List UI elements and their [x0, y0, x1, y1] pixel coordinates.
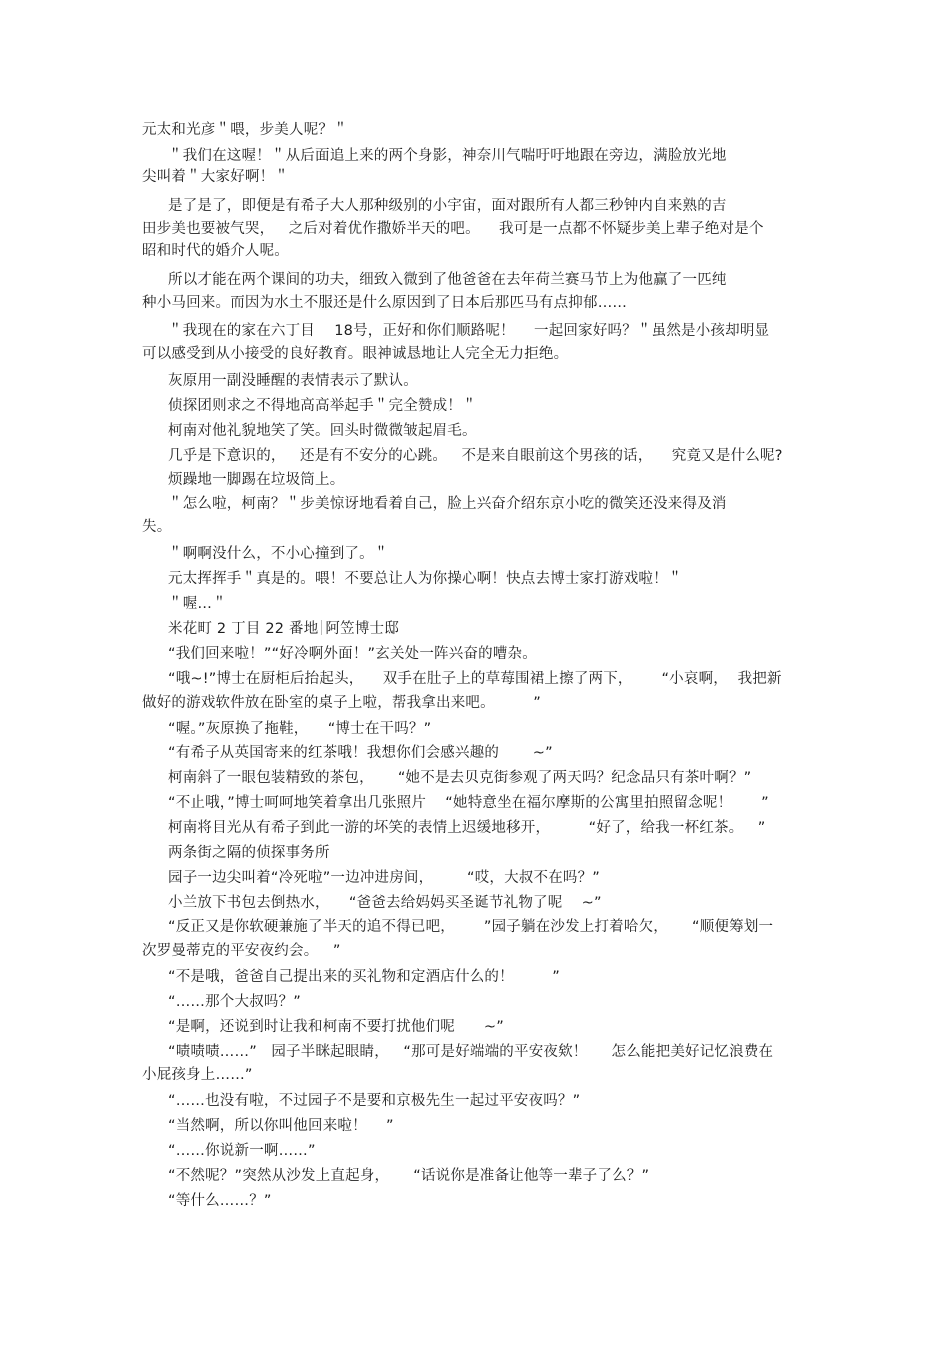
text-line: “当然啊，所以你叫他回来啦！ ”: [168, 1118, 394, 1134]
text-line: “哦~!”博士在厨柜后抬起头， 双手在肚子上的草莓围裙上擦了两下， “小哀啊， 我把新: [168, 671, 782, 687]
text-line: “……也没有啦，不过园子不是要和京极先生一起过平安夜吗？”: [168, 1093, 581, 1109]
text-line: 柯南将目光从有希子到此一游的坏笑的表情上迟缓地移开， “好了，给我一杯红茶。 ”: [168, 820, 766, 836]
text-line: 所以才能在两个课间的功夫，细致入微到了他爸爸在去年荷兰赛马节上为他赢了一匹纯: [168, 272, 727, 288]
text-line: 种小马回来。而因为水土不服还是什么原因到了日本后那匹马有点抑郁……: [142, 295, 628, 311]
location-text: 阿笠博士邸: [325, 621, 399, 637]
text-line: 两条街之隔的侦探事务所: [168, 845, 330, 861]
text-line: “不然呢？”突然从沙发上直起身， “话说你是准备让他等一辈子了么？”: [168, 1168, 650, 1184]
text-line: 次罗曼蒂克的平安夜约会。 ”: [142, 943, 341, 959]
text-line: 柯南斜了一眼包装精致的茶包， “她不是去贝克街参观了两天吗？纪念品只有茶叶啊？”: [168, 770, 752, 786]
text-line: 侦探团则求之不得地高高举起手＂完全赞成！＂: [168, 398, 477, 414]
text-line: ＂啊啊没什么，不小心撞到了。＂: [168, 546, 389, 562]
text-line: 可以感受到从小接受的良好教育。眼神诚恳地让人完全无力拒绝。: [142, 346, 569, 362]
text-line: ＂怎么啦，柯南？＂步美惊讶地看着自己，脸上兴奋介绍东京小吃的微笑还没来得及消: [168, 496, 727, 512]
text-line: 小屁孩身上……”: [142, 1067, 253, 1083]
text-line: “啧啧啧……” 园子半眯起眼睛， “那可是好端端的平安夜欸！ 怎么能把美好记忆浪费在: [168, 1044, 774, 1060]
text-line: ＂喔…＂: [168, 596, 227, 612]
text-line: “等什么……？”: [168, 1193, 272, 1209]
text-line: 昭和时代的婚介人呢。: [142, 243, 289, 259]
text-line: [168, 620, 399, 638]
text-line: “有希子从英国寄来的红茶哦！我想你们会感兴趣的 ~”: [168, 745, 553, 761]
text-line: 烦躁地一脚踢在垃圾筒上。: [168, 472, 345, 488]
text-line: 小兰放下书包去倒热水， “爸爸去给妈妈买圣诞节礼物了呢 ~”: [168, 895, 602, 911]
text-line: “喔。”灰原换了拖鞋， “博士在干吗？”: [168, 721, 432, 737]
text-line: “不是哦，爸爸自己提出来的买礼物和定酒店什么的！ ”: [168, 969, 560, 985]
text-line: 灰原用一副没睡醒的表情表示了默认。: [168, 373, 418, 389]
text-line: 园子一边尖叫着“冷死啦”一边冲进房间， “哎，大叔不在吗？”: [168, 870, 601, 886]
text-line: 失。: [142, 519, 172, 535]
text-line: “是啊，还说到时让我和柯南不要打扰他们呢 ~”: [168, 1019, 504, 1035]
text-line: 几乎是下意识的， 还是有不安分的心跳。 不是来自眼前这个男孩的话， 究竟又是什么呢?: [168, 448, 783, 464]
separator: [321, 620, 322, 635]
text-line: 柯南对他礼貌地笑了笑。回头时微微皱起眉毛。: [168, 423, 477, 439]
text-line: 田步美也要被气哭， 之后对着优作撒娇半天的吧。 我可是一点都不怀疑步美上辈子绝对是个: [142, 221, 764, 237]
text-line: “我们回来啦！”“好冷啊外面！”玄关处一阵兴奋的嘈杂。: [168, 646, 537, 662]
text-line: “不止哦，”博士呵呵地笑着拿出几张照片 “她特意坐在福尔摩斯的公寓里拍照留念呢！ ”: [168, 795, 769, 811]
text-line: “反正又是你软硬兼施了半天的追不得已吧， ”园子躺在沙发上打着哈欠， “顺便筹划一: [168, 919, 774, 935]
address-text: 米花町 2 丁目 22 番地: [168, 621, 319, 637]
text-line: 是了是了，即便是有希子大人那种级别的小宇宙，面对跟所有人都三秒钟内自来熟的吉: [168, 198, 727, 214]
text-line: ＂我现在的家在六丁目 18号，正好和你们顺路呢！ 一起回家好吗？＂虽然是小孩却明显: [168, 323, 770, 339]
text-line: “……你说新一啊……”: [168, 1143, 316, 1159]
text-line: “……那个大叔吗？”: [168, 994, 302, 1010]
text-line: 尖叫着＂大家好啊！＂: [142, 169, 289, 185]
text-line: 元太挥挥手＂真是的。喂！不要总让人为你操心啊！快点去博士家打游戏啦！＂: [168, 571, 683, 587]
text-line: 元太和光彦＂喂，步美人呢？＂: [142, 122, 348, 138]
text-line: 做好的游戏软件放在卧室的桌子上啦，帮我拿出来吧。 ”: [142, 695, 541, 711]
text-line: ＂我们在这喔！＂从后面追上来的两个身影，神奈川气喘吁吁地跟在旁边，满脸放光地: [168, 148, 727, 164]
